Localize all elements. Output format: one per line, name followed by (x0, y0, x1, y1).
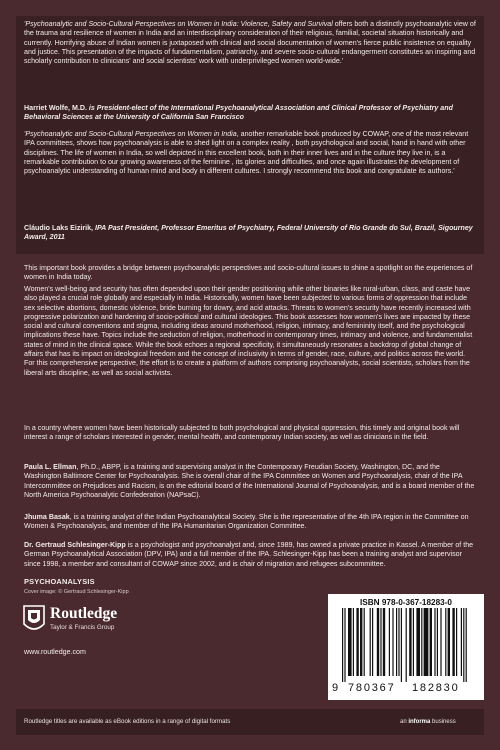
barcode-bar (342, 608, 343, 682)
barcode-digits-right: 182830 (412, 682, 460, 694)
bio-2-name: Jhuma Basak (24, 513, 70, 521)
barcode-bar (406, 608, 407, 682)
barcode-bar (364, 608, 365, 676)
barcode-bar (383, 608, 385, 676)
barcode-bar (416, 608, 420, 676)
bio-1-text: , Ph.D., ABPP, is a training and supervising analyst in the Contemporary Freudian Society, Washington, DC, and the Washington Baltimore Center for Psychoanalysis. She is overall chair of the IPA Committee on Women and Psychoanalysis, chair of the IPA Intercommittee on Prejudices and Racism, is on the editorial board of the International Journal of Psychoanalysis, and is a board member of the North America Psychoanalytic Confederation (NAPsaC). (24, 463, 475, 499)
barcode-bar (360, 608, 362, 676)
barcode-bar (448, 608, 450, 676)
barcode-bar (424, 608, 429, 676)
review-1-attribution (24, 104, 476, 123)
barcode-bar (413, 608, 414, 676)
review-2-title: Psychoanalytic and Socio-Cultural Perspectives on Women in India (25, 130, 237, 138)
barcode-bar (440, 608, 441, 676)
barcode-bar (430, 608, 432, 676)
review-1-body: offers both a distinctly psychoanalytic view of the trauma and resilience of women in India and an interdisciplinary consideration of their religious, familial, societal situation historically and currently. Horrifying abuse of Indian women is juxtaposed with clinical and social documentation of women's fierce public insistence on equality and justice. This presentation of the impacts of fundamentalism, patriarchy, and severe socio-cultural endangerment constitutes an inspiring and scholarly contribution to clinicians' and social scientists' work with underprivileged women world-wide.' (24, 20, 476, 66)
informa-suffix: business (430, 719, 456, 725)
isbn-label: ISBN 978-0-367-18283-0 (360, 598, 452, 607)
barcode-bar (380, 608, 381, 676)
informa-prefix: an (400, 719, 409, 725)
bio-jhuma-basak (24, 513, 476, 532)
barcode-bar (401, 608, 402, 682)
barcode-digits (328, 682, 484, 696)
barcode-bar (437, 608, 438, 676)
bio-paula-ellman (24, 463, 476, 500)
barcode-bar (389, 608, 390, 676)
bio-gertraud-schlesinger-kipp (24, 541, 476, 569)
barcode-bar (463, 608, 464, 682)
isbn-barcode-box (328, 594, 484, 700)
informa-brand: informa (408, 719, 431, 725)
barcode-digits-left: 780367 (348, 682, 396, 694)
barcode-bar (370, 608, 371, 676)
review-2-body: , another remarkable book produced by COWAP, one of the most relevant IPA committees, shows how psychoanalysis is able to shed light on a complex reality , both psychological and social, hand in hand with other disciplines. The life of women in India, so well depicted in this excellent book, both in their inner lives and in the culture they live in, is a remarkable contribution to our growing awareness of the feminine , its glories and difficulties, and once again illustrates the development of psychoanalytic understanding of human mind and body in different cultures. I strongly recommend this book and congratulate its authors.' (24, 130, 469, 176)
barcode-bar (353, 608, 354, 676)
review-1-title: Psychoanalytic and Socio-Cultural Perspectives on Women in India: Violence, Safety and Survival (25, 20, 333, 28)
barcode-bar (445, 608, 446, 676)
barcode-bar (456, 608, 457, 676)
review-2-quote: 'Psychoanalytic and Socio-Cultural Perspectives on Women in India, another remarkable book produced by COWAP, one of the most relevant IPA committees, shows how psychoanalysis is able to shed light on a complex reality , both psychological and social, hand in hand with other disciplines. The life of women in India, so well depicted in this excellent book, both in their inner lives and in the culture they live in, is a remarkable contribution to our growing awareness of the feminine , its glories and difficulties, and once again illustrates the development of psychoanalytic understanding of human mind and body in different cultures. I strongly recommend this book and congratulate its authors.' (24, 130, 469, 176)
informa-business (400, 719, 456, 725)
barcode-bar (461, 608, 462, 676)
barcode-bar (434, 608, 435, 676)
review-2-name: Cláudio Laks Eizirik, (24, 224, 93, 232)
review-2-attribution (24, 224, 476, 243)
barcode-bar (372, 608, 373, 676)
barcode-bar (344, 608, 345, 682)
barcode-digit-lead: 9 (332, 682, 340, 694)
publisher-group: Taylor & Francis Group (50, 624, 115, 631)
barcode-bar (421, 608, 422, 676)
barcode-bar (396, 608, 397, 676)
barcode-bar (392, 608, 393, 676)
review-1-quote: 'Psychoanalytic and Socio-Cultural Perspectives on Women in India: Violence, Safety and Survival offers both a distinctly psychoanalytic view of the trauma and resilience of women in India and an interdisciplinary consideration of their religious, familial, societal situation historically and currently. Horrifying abuse of Indian women is juxtaposed with clinical and social documentation of women's fierce public insistence on equality and justice. This presentation of the impacts of fundamentalism, patriarchy, and severe socio-cultural endangerment constitutes an inspiring and scholarly contribution to clinicians' and social scientists' work with underprivileged women world-wide.' (24, 20, 476, 66)
barcode-icon (334, 608, 478, 682)
barcode-bar (452, 608, 454, 676)
barcode-bar (398, 608, 399, 676)
publisher-name: Routledge (50, 605, 118, 622)
barcode-bar (356, 608, 358, 676)
publisher-website: www.routledge.com (24, 648, 86, 656)
barcode-bar (377, 608, 379, 676)
barcode-bar (348, 608, 352, 676)
barcode-bar (466, 608, 467, 682)
bio-3-text: is a psychologist and psychoanalyst and, since 1989, has owned a private practice in Kassel. A member of the German Psychoanalytical Association (DPV, IPA) and a full member of the IPA. Schlesinger-Kipp has been a training analyst and supervisor since 1998, a member and consultant of COWAP since 2002, and is chair of migration and refugees subcommittee. (24, 541, 474, 568)
barcode-bar (409, 608, 411, 676)
bio-2-text: , is a training analyst of the Indian Psychoanalytical Society. She is the representative of the 4th IPA region in the Committee on Women & Psychoanalysis, and member of the IPA Humanitarian Organization Committee. (24, 513, 469, 531)
description-closing: In a country where women have been historically subjected to both psychological and physical oppression, this timely and original book will interest a range of scholars interested in gender, mental health, and contemporary Indian society, as well as clinicians in the field. (24, 424, 460, 442)
description-intro: This important book provides a bridge between psychoanalytic perspectives and socio-cultural issues to shine a spotlight on the experiences of women in India today. (24, 264, 473, 282)
ebook-note: Routledge titles are available as eBook editions in a range of digital formats (24, 718, 231, 725)
routledge-logo (22, 604, 162, 638)
routledge-logo-icon (22, 604, 46, 634)
description-main: Women's well-being and security has often depended upon their gender positioning while other binaries like rural-urban, class, and caste have also played a crucial role globally and especially in India. Historically, women have been subjected to various forms of oppression that include sex selective abortions, domestic violence, bride burning for dowry, and acid attacks. Threats to women's security have recently increased with progressive polarization and hardening of socio-political and cultural ideologies. This book assesses how women's lives are impacted by these social and cultural conventions and stigma, including ideas around motherhood, religion, intimacy, and femininity itself, and the psychological implications these have. Topics include the seduction of religion, motherhood in contemporary times, intimacy and violence, and fundamentalist states of mind in the clinical space. While the book echoes a regional specificity, it simultaneously resonates a backdrop of global change of affairs that has its impact on ideological freedom and the concept of inclusivity in terms of gender, race, culture, and politics across the world. For this comprehensive perspective, the effort is to create a platform of authors comprising psychoanalysts, social scientists, scholars from the liberal arts discipline, as well as social activists. (24, 285, 473, 377)
review-2-role: IPA Past President, Professor Emeritus of Psychiatry, Federal University of Rio Grande do Sul, Brazil, Sigourney Award, 2011 (24, 224, 473, 242)
bio-1-name: Paula L. Ellman (24, 463, 77, 471)
series-label: PSYCHOANALYSIS (24, 577, 95, 586)
review-1-role: is President-elect of the International Psychoanalytical Association and Clinical Professor of Psychiatry and Behavioral Sciences at the University of California San Francisco (24, 104, 453, 122)
cover-image-credit: Cover image: © Gertraud Schlesinger-Kipp (24, 589, 129, 595)
bio-3-name: Dr. Gertraud Schlesinger-Kipp (24, 541, 126, 549)
review-1-name: Harriet Wolfe, M.D. (24, 104, 87, 112)
